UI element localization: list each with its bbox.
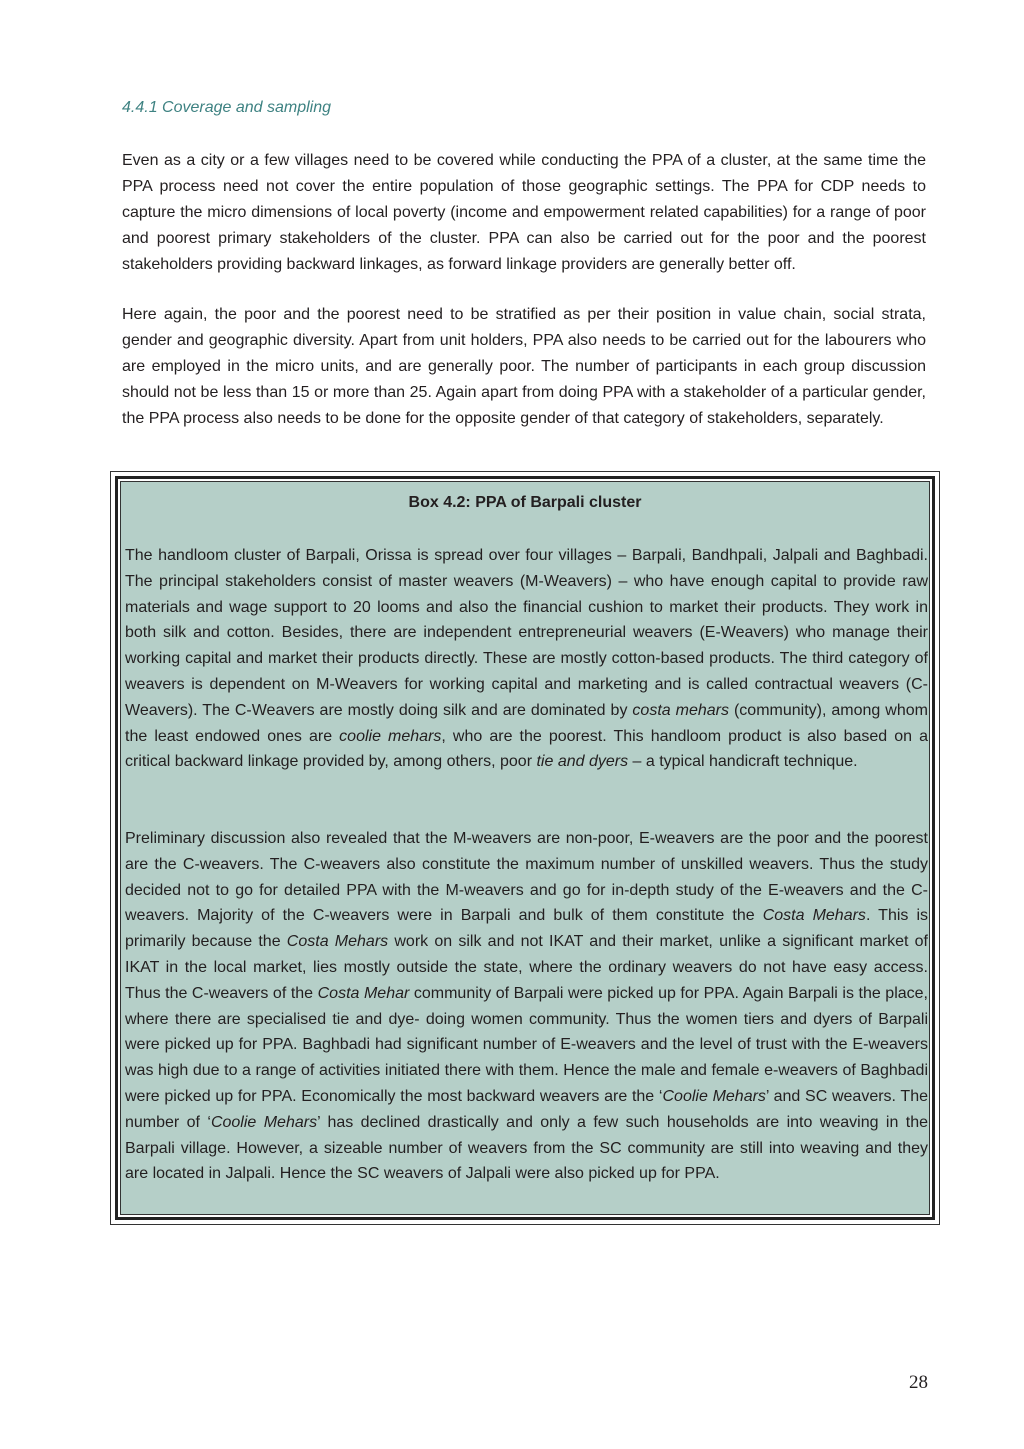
body-paragraph-1: Even as a city or a few villages need to be covered while conducting the PPA of a cluster, at the same time the PPA process need not cover the entire population of those geographic settings. The PPA for CDP needs to capture the micro dimensions of local poverty (income and empowerment related capabilities) for a range of poor and poorest primary stakeholders of the cluster. PPA can also be carried out for the poor and the poorest stakeholders providing backward linkages, as forward linkage providers are generally better off. <box>122 152 926 273</box>
box-paragraph-2: Preliminary discussion also revealed that the M-weavers are non-poor, E-weavers are the poor and the poorest are the C-weavers. The C-weavers also constitute the maximum number of unskilled weavers. Thus the study decided not to go for detailed PPA with the M-weavers and go for in-depth study of the E-weavers and the C-weavers. Majority of the C-weavers were in Barpali and bulk of them constitute the Costa Mehars. This is primarily because the Costa Mehars work on silk and not IKAT and their market, unlike a significant market of IKAT in the local market, lies mostly outside the state, where the ordinary weavers do not have easy access. Thus the C-weavers of the Costa Mehar community of Barpali were picked up for PPA. Again Barpali is the place, where there are specialised tie and dye- doing women community. Thus the women tiers and dyers of Barpali were picked up for PPA. Baghbadi had significant number of E-weavers and the level of trust with the E-weavers was high due to a range of activities initiated there with them. Hence the male and female e-weavers of Baghbadi were picked up for PPA. Economically the most backward weavers are the ‘Coolie Mehars’ and SC weavers. The number of ‘Coolie Mehars’ has declined drastically and only a few such households are into weaving in the Barpali village. However, a sizeable number of weavers from the SC community are still into weaving and they are located in Jalpali. Hence the SC weavers of Jalpali were also picked up for PPA. <box>125 830 929 1183</box>
section-heading: 4.4.1 Coverage and sampling <box>122 99 332 116</box>
body-paragraph-2: Here again, the poor and the poorest need to be stratified as per their position in value chain, social strata, gender and geographic diversity. Apart from unit holders, PPA also needs to be carried out for the labourers who are employed in the micro units, and are generally poor. The number of participants in each group discussion should not be less than 15 or more than 25. Again apart from doing PPA with a stakeholder of a particular gender, the PPA process also needs to be done for the opposite gender of that category of stakeholders, separately. <box>122 306 926 427</box>
box-frame <box>115 476 935 1220</box>
box-paragraph-1: The handloom cluster of Barpali, Orissa is spread over four villages – Barpali, Bandhpali, Jalpali and Baghbadi. The principal stakeholders consist of master weavers (M-Weavers) – who have enough capital to provide raw materials and wage support to 20 looms and also the financial cushion to market their products. They work in both silk and cotton. Besides, there are independent entrepreneurial weavers (E-Weavers) who manage their working capital and market their products directly. These are mostly cotton-based products. The third category of weavers is dependent on M-Weavers for working capital and marketing and is called contractual weavers (C-Weavers). The C-Weavers are mostly doing silk and are dominated by costa mehars (community), among whom the least endowed ones are coolie mehars, who are the poorest. This handloom product is also based on a critical backward linkage provided by, among others, poor tie and dyers – a typical handicraft technique. <box>125 547 929 771</box>
box-content <box>120 481 930 1215</box>
case-study-box <box>110 471 940 1225</box>
box-title: Box 4.2: PPA of Barpali cluster <box>408 494 642 511</box>
page-number: 28 <box>909 1372 928 1393</box>
